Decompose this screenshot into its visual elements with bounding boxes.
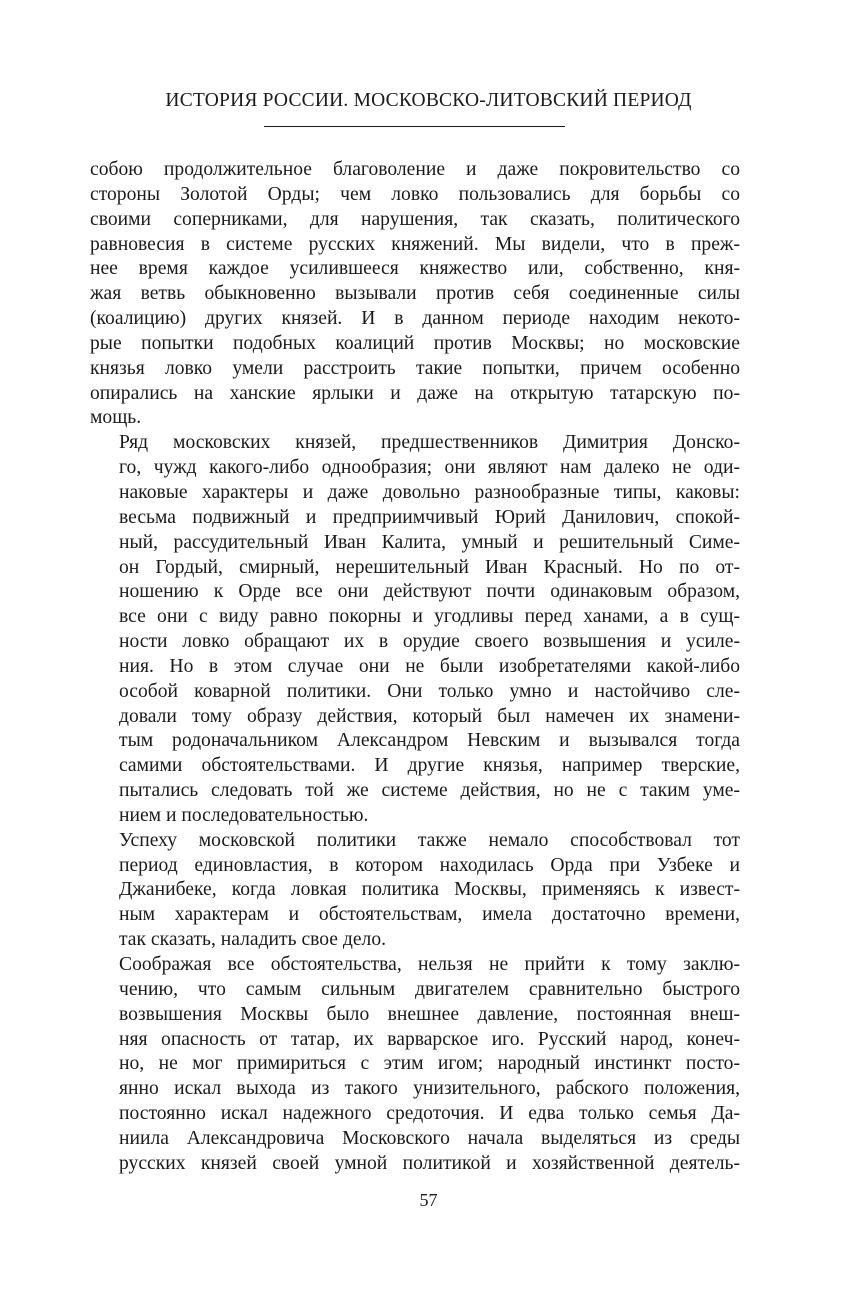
text-line: Соображая все обстоятельства, нельзя не прийти к тому заклю- [119, 954, 740, 975]
text-line: ниила Александровича Московского начала выделяться из среды [119, 1127, 740, 1149]
text-line: няя опасность от татар, их варварское иго. Русский народ, конеч- [119, 1028, 740, 1050]
paragraph [90, 431, 740, 829]
text-line: янно искал выхода из такого унизительного, рабского положения, [119, 1078, 740, 1100]
text-line: чению, что самым сильным двигателем сравнительно быстрого [119, 978, 740, 1000]
text-line: опирались на ханские ярлыки и даже на открытую татарскую по- [90, 382, 740, 404]
text-line: нее время каждое усилившееся княжество или, собственно, кня- [90, 258, 740, 280]
text-line: наковые характеры и даже довольно разнообразные типы, каковы: [119, 481, 740, 503]
paragraph [90, 158, 740, 431]
text-line: жая ветвь обыкновенно вызывали против себя соединенные силы [90, 283, 740, 305]
paragraph [90, 953, 740, 1177]
text-line: возвышения Москвы было внешнее давление, постоянная внеш- [119, 1003, 740, 1025]
text-line: довали тому образу действия, который был намечен их знамени- [119, 705, 740, 727]
text-line: самими обстоятельствами. И другие князья, например тверские, [119, 755, 740, 777]
text-line: Ряд московских князей, предшественников Димитрия Донско- [119, 432, 740, 454]
text-line: ности ловко обращают их в орудие своего возвышения и усиле- [119, 631, 740, 653]
text-line: ношению к Орде все они действуют почти одинаковым образом, [119, 581, 740, 603]
running-head: ИСТОРИЯ РОССИИ. МОСКОВСКО-ЛИТОВСКИЙ ПЕРИОД [165, 90, 692, 111]
text-line: все они с виду равно покорны и угодливы перед ханами, а в сущ- [119, 606, 740, 628]
text-line: пытались следовать той же системе действия, но не с таким уме- [119, 780, 740, 802]
text-line: русских князей своей умной политикой и хозяйственной деятель- [119, 1152, 740, 1174]
text-line: стороны Золотой Орды; чем ловко пользовались для борьбы со [90, 183, 740, 205]
text-line: мощь. [90, 407, 142, 429]
text-line: рые попытки подобных коалиций против Москвы; но московские [90, 332, 740, 354]
text-line: ния. Но в этом случае они не были изобретателями какой-либо [119, 655, 740, 677]
text-line: князья ловко умели расстроить такие попытки, причем особенно [90, 357, 740, 379]
text-line: постоянно искал надежного средоточия. И едва только семья Да- [119, 1103, 740, 1125]
text-line: равновесия в системе русских княжений. Мы видели, что в преж- [90, 233, 740, 255]
text-line: (коалицию) других князей. И в данном периоде находим некото- [90, 308, 740, 330]
text-line: ным характерам и обстоятельствам, имела достаточно времени, [119, 904, 740, 926]
text-line: Успеху московской политики также немало способствовал тот [119, 829, 740, 851]
text-line: период единовластия, в котором находилась Орда при Узбеке и [119, 854, 740, 876]
text-line: но, не мог примириться с этим игом; народный инстинкт посто- [119, 1053, 740, 1075]
body-text [90, 158, 740, 1177]
text-line: весьма подвижный и предприимчивый Юрий Данилович, спокой- [119, 506, 740, 528]
page-number: 57 [419, 1190, 438, 1210]
text-line: ный, рассудительный Иван Калита, умный и решительный Симе- [119, 531, 740, 553]
paragraph [90, 829, 740, 953]
text-line: так сказать, наладить свое дело. [119, 929, 387, 951]
header-rule [264, 126, 565, 127]
text-line: он Гордый, смирный, нерешительный Иван Красный. Но по от- [119, 556, 740, 578]
text-line: Джанибеке, когда ловкая политика Москвы, применяясь к извест- [119, 879, 740, 901]
text-line: своими соперниками, для нарушения, так сказать, политического [90, 208, 740, 230]
text-line: нием и последовательностью. [119, 804, 369, 826]
text-line: го, чужд какого-либо однообразия; они являют нам далеко не оди- [119, 457, 740, 479]
text-line: тым родоначальником Александром Невским и вызывался тогда [119, 730, 740, 752]
text-line: особой коварной политики. Они только умно и настойчиво сле- [119, 680, 740, 702]
text-line: собою продолжительное благоволение и даже покровительство со [90, 159, 740, 180]
